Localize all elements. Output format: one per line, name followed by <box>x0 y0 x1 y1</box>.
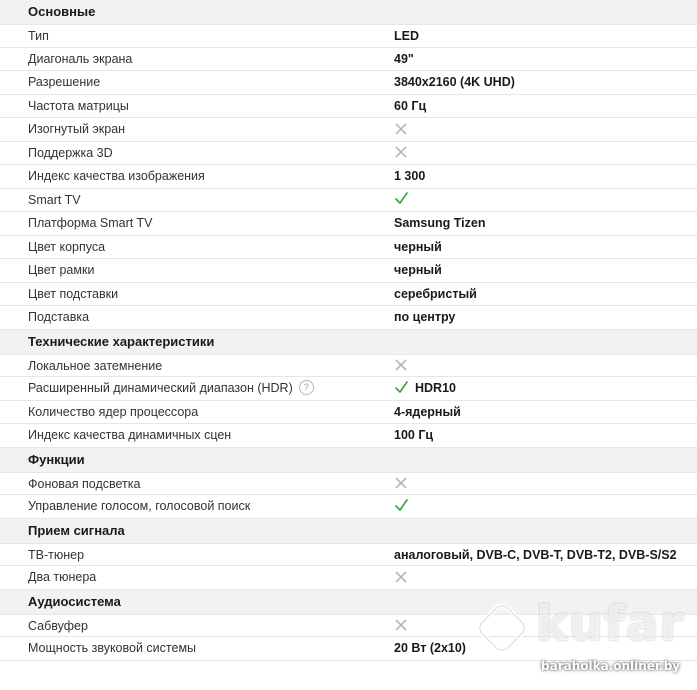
spec-section <box>0 519 697 590</box>
spec-value <box>394 142 408 165</box>
section-header: Прием сигнала <box>0 519 697 543</box>
spec-row <box>0 306 697 330</box>
spec-label <box>28 142 113 165</box>
spec-label-text: Два тюнера <box>28 570 97 584</box>
spec-label <box>28 118 125 141</box>
cross-icon <box>394 476 408 490</box>
spec-label <box>28 236 105 259</box>
spec-value: 3840x2160 (4K UHD) <box>394 75 515 89</box>
spec-value <box>394 566 408 589</box>
spec-label <box>28 355 162 378</box>
spec-label <box>28 48 132 71</box>
spec-label <box>28 544 84 567</box>
spec-rows <box>0 472 697 519</box>
spec-row <box>0 212 697 236</box>
spec-label-text: Локальное затемнение <box>28 358 163 373</box>
spec-label <box>28 424 231 447</box>
spec-row <box>0 401 697 425</box>
spec-row <box>0 95 697 119</box>
spec-label-text: Фоновая подсветка <box>28 476 141 491</box>
spec-label-text: Платформа Smart TV <box>28 216 153 230</box>
spec-row <box>0 283 697 307</box>
spec-row <box>0 259 697 283</box>
spec-label <box>28 401 198 424</box>
spec-label-text: Разрешение <box>28 75 101 89</box>
spec-label-text: Подставка <box>28 310 90 324</box>
spec-label <box>28 259 94 282</box>
spec-row <box>0 142 697 166</box>
spec-value: черный <box>394 239 442 254</box>
spec-label <box>28 495 250 518</box>
spec-label <box>28 71 100 94</box>
spec-value <box>394 189 409 212</box>
question-circle-icon[interactable]: ? <box>299 380 314 395</box>
cross-icon <box>394 145 408 159</box>
spec-label-text: Количество ядер процессора <box>28 404 199 419</box>
spec-label-text: Мощность звуковой системы <box>28 641 197 655</box>
spec-label <box>28 377 314 400</box>
spec-label-text: Поддержка 3D <box>28 145 113 160</box>
spec-rows <box>0 543 697 590</box>
section-header: Аудиосистема <box>0 590 697 614</box>
spec-value: 4-ядерный <box>394 404 461 419</box>
spec-value: 49" <box>394 51 414 66</box>
spec-row <box>0 48 697 72</box>
spec-value: LED <box>394 29 419 43</box>
spec-section <box>0 330 697 448</box>
check-icon <box>394 191 409 206</box>
spec-value: Samsung Tizen <box>394 216 486 230</box>
spec-label <box>28 615 88 638</box>
spec-label-text: Управление голосом, голосовой поиск <box>28 499 251 513</box>
watermark-url: baraholka.onliner.by <box>541 659 681 673</box>
spec-row <box>0 189 697 213</box>
spec-label <box>28 566 96 589</box>
spec-value <box>394 377 456 400</box>
spec-row <box>0 236 697 260</box>
spec-label <box>28 25 49 48</box>
spec-label-text: Цвет рамки <box>28 263 95 277</box>
spec-value: 1 300 <box>394 169 426 183</box>
spec-row <box>0 24 697 48</box>
spec-row <box>0 543 697 567</box>
spec-row <box>0 472 697 496</box>
check-icon <box>394 380 409 395</box>
spec-row <box>0 566 697 590</box>
spec-row <box>0 424 697 448</box>
spec-value: 60 Гц <box>394 98 427 113</box>
spec-row <box>0 495 697 519</box>
spec-section <box>0 0 697 330</box>
spec-rows <box>0 354 697 448</box>
spec-label-text: Smart TV <box>28 192 81 207</box>
spec-value <box>394 473 408 496</box>
spec-value <box>394 118 408 141</box>
cross-icon <box>394 122 408 136</box>
spec-value: 20 Вт (2x10) <box>394 641 466 655</box>
spec-row <box>0 118 697 142</box>
spec-row <box>0 71 697 95</box>
spec-rows <box>0 24 697 330</box>
spec-label <box>28 283 118 306</box>
spec-label-text: Тип <box>28 29 49 43</box>
spec-label-text: ТВ-тюнер <box>28 547 85 562</box>
spec-value: по центру <box>394 310 456 324</box>
section-header: Функции <box>0 448 697 472</box>
section-header: Основные <box>0 0 697 24</box>
spec-value: 100 Гц <box>394 428 434 442</box>
spec-label <box>28 473 140 496</box>
spec-label <box>28 637 196 660</box>
spec-label-text: Цвет подставки <box>28 286 119 301</box>
spec-label-text: Сабвуфер <box>28 618 88 633</box>
spec-row <box>0 165 697 189</box>
spec-value: аналоговый, DVB-C, DVB-T, DVB-T2, DVB-S/S2 <box>394 547 677 562</box>
kufar-watermark <box>474 596 685 660</box>
cross-icon <box>394 618 408 632</box>
spec-label-text: Изогнутый экран <box>28 122 126 136</box>
spec-value: серебристый <box>394 286 477 301</box>
spec-value <box>394 615 408 638</box>
spec-label-text: Диагональ экрана <box>28 51 133 66</box>
spec-row <box>0 377 697 401</box>
cross-icon <box>394 570 408 584</box>
spec-label <box>28 306 89 329</box>
check-icon <box>394 498 409 513</box>
spec-value <box>394 355 408 378</box>
watermark-brand: kufar <box>536 596 685 652</box>
spec-label-text: Индекс качества изображения <box>28 169 205 183</box>
spec-row <box>0 354 697 378</box>
spec-label-text: Индекс качества динамичных сцен <box>28 428 232 442</box>
spec-label <box>28 165 205 188</box>
kufar-logo-icon <box>474 600 530 656</box>
spec-value <box>394 495 409 518</box>
spec-label-text: Цвет корпуса <box>28 239 106 254</box>
spec-section <box>0 448 697 519</box>
spec-value-text: HDR10 <box>415 381 456 395</box>
spec-label <box>28 95 129 118</box>
spec-value: черный <box>394 263 442 277</box>
spec-label-text: Частота матрицы <box>28 98 129 113</box>
section-header: Технические характеристики <box>0 330 697 354</box>
cross-icon <box>394 358 408 372</box>
spec-label-text: Расширенный динамический диапазон (HDR) <box>28 381 293 395</box>
spec-label <box>28 212 152 235</box>
spec-label <box>28 189 81 212</box>
